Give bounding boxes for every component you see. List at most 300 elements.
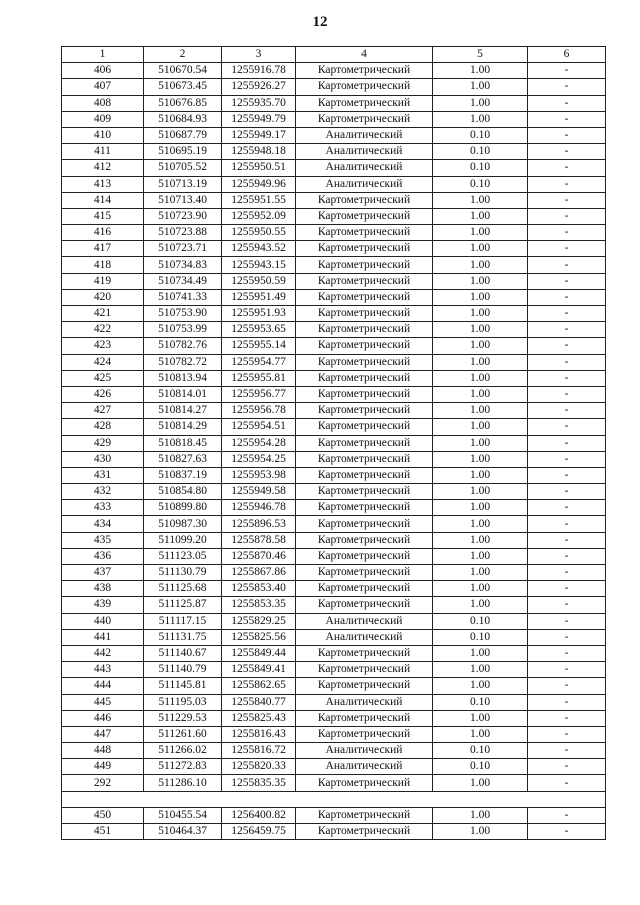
table-cell: 1.00 — [433, 403, 528, 419]
table-cell: 1.00 — [433, 565, 528, 581]
table-cell: 1255916.78 — [222, 63, 296, 79]
table-cell: Картометрический — [296, 306, 433, 322]
table-cell: 432 — [62, 484, 144, 500]
table-cell: Картометрический — [296, 532, 433, 548]
table-cell: - — [528, 532, 606, 548]
table-cell: 1255953.98 — [222, 467, 296, 483]
page-number: 12 — [312, 14, 328, 30]
table-cell: 1255829.25 — [222, 613, 296, 629]
table-cell: - — [528, 581, 606, 597]
table-cell: - — [528, 759, 606, 775]
table-cell: 421 — [62, 306, 144, 322]
table-cell: Картометрический — [296, 257, 433, 273]
table-cell: 1.00 — [433, 208, 528, 224]
table-cell: 1255849.44 — [222, 645, 296, 661]
table-row — [62, 662, 606, 678]
table-cell: - — [528, 775, 606, 791]
table-cell: Картометрический — [296, 710, 433, 726]
coordinates-table — [61, 46, 606, 840]
table-cell: Картометрический — [296, 95, 433, 111]
column-header: 2 — [144, 47, 222, 63]
table-row — [62, 370, 606, 386]
table-cell: 1.00 — [433, 241, 528, 257]
table-cell: 1255949.58 — [222, 484, 296, 500]
table-cell: 1.00 — [433, 726, 528, 742]
table-cell: Аналитический — [296, 144, 433, 160]
table-cell: 510734.83 — [144, 257, 222, 273]
table-row — [62, 532, 606, 548]
table-cell: 1255949.17 — [222, 127, 296, 143]
table-cell: 1255949.96 — [222, 176, 296, 192]
table-cell: 1.00 — [433, 824, 528, 840]
table-cell: 1.00 — [433, 289, 528, 305]
table-row — [62, 597, 606, 613]
table-cell: - — [528, 370, 606, 386]
table-cell: 1256400.82 — [222, 807, 296, 823]
table-cell: 510705.52 — [144, 160, 222, 176]
table-cell: - — [528, 807, 606, 823]
table-cell: 510814.29 — [144, 419, 222, 435]
table-cell: Аналитический — [296, 759, 433, 775]
table-cell: 511125.68 — [144, 581, 222, 597]
table-row — [62, 565, 606, 581]
table-cell: Картометрический — [296, 467, 433, 483]
table-cell: - — [528, 306, 606, 322]
table-cell: - — [528, 111, 606, 127]
table-row — [62, 775, 606, 791]
table-cell: 510827.63 — [144, 451, 222, 467]
table-cell: Картометрический — [296, 807, 433, 823]
table-cell: 1255935.70 — [222, 95, 296, 111]
table-row — [62, 613, 606, 629]
table-cell: 1255955.81 — [222, 370, 296, 386]
table-cell: Картометрический — [296, 662, 433, 678]
table-cell: - — [528, 338, 606, 354]
column-header: 1 — [62, 47, 144, 63]
table-row — [62, 95, 606, 111]
table-row — [62, 484, 606, 500]
table-cell: - — [528, 678, 606, 694]
table-row — [62, 386, 606, 402]
table-cell: 1.00 — [433, 192, 528, 208]
table-cell: 1256459.75 — [222, 824, 296, 840]
table-cell: Картометрический — [296, 645, 433, 661]
table-cell: 1255948.18 — [222, 144, 296, 160]
table-cell: 436 — [62, 548, 144, 564]
table-cell: Картометрический — [296, 63, 433, 79]
table-cell: Картометрический — [296, 548, 433, 564]
table-cell: 419 — [62, 273, 144, 289]
table-cell: 437 — [62, 565, 144, 581]
table-cell: 1255825.56 — [222, 629, 296, 645]
table-cell: 1255954.28 — [222, 435, 296, 451]
table-cell: 425 — [62, 370, 144, 386]
table-cell: - — [528, 743, 606, 759]
table-row — [62, 548, 606, 564]
table-cell: 510987.30 — [144, 516, 222, 532]
table-cell: 511286.10 — [144, 775, 222, 791]
table-cell: - — [528, 63, 606, 79]
table-cell: 445 — [62, 694, 144, 710]
table-cell: 1.00 — [433, 95, 528, 111]
table-cell: 1.00 — [433, 386, 528, 402]
table-cell: 510818.45 — [144, 435, 222, 451]
table-cell: 1.00 — [433, 516, 528, 532]
table-cell: 510684.93 — [144, 111, 222, 127]
table-row — [62, 63, 606, 79]
table-cell: Картометрический — [296, 484, 433, 500]
table-cell: Картометрический — [296, 208, 433, 224]
table-row — [62, 160, 606, 176]
table-cell: 511140.67 — [144, 645, 222, 661]
table-cell: 1.00 — [433, 354, 528, 370]
table-cell: 1.00 — [433, 645, 528, 661]
table-cell: 407 — [62, 79, 144, 95]
column-header: 6 — [528, 47, 606, 63]
table-cell: - — [528, 403, 606, 419]
table-row — [62, 419, 606, 435]
table-row — [62, 176, 606, 192]
table-cell: 510676.85 — [144, 95, 222, 111]
table-cell: 1.00 — [433, 322, 528, 338]
table-cell: - — [528, 645, 606, 661]
table-row — [62, 144, 606, 160]
table-cell: 510687.79 — [144, 127, 222, 143]
table-row — [62, 241, 606, 257]
table-cell: 0.10 — [433, 160, 528, 176]
column-header: 3 — [222, 47, 296, 63]
table-cell — [62, 791, 144, 807]
table-cell: 0.10 — [433, 127, 528, 143]
table-cell: 1255943.15 — [222, 257, 296, 273]
table-cell: 427 — [62, 403, 144, 419]
table-row — [62, 257, 606, 273]
table-cell: 426 — [62, 386, 144, 402]
table-cell: 447 — [62, 726, 144, 742]
column-header: 4 — [296, 47, 433, 63]
table-cell: Аналитический — [296, 613, 433, 629]
table-cell: - — [528, 354, 606, 370]
table-row — [62, 111, 606, 127]
table-cell: 510723.90 — [144, 208, 222, 224]
table-cell: 423 — [62, 338, 144, 354]
table-cell: 450 — [62, 807, 144, 823]
table-row — [62, 500, 606, 516]
table-cell: 424 — [62, 354, 144, 370]
table-cell: 510723.88 — [144, 225, 222, 241]
table-cell: 510723.71 — [144, 241, 222, 257]
table-row — [62, 403, 606, 419]
table-cell: 511272.83 — [144, 759, 222, 775]
table-cell: 511140.79 — [144, 662, 222, 678]
column-header: 5 — [433, 47, 528, 63]
table-cell: 1255951.93 — [222, 306, 296, 322]
table-cell: 1255956.77 — [222, 386, 296, 402]
table-cell: - — [528, 467, 606, 483]
table-cell: 1.00 — [433, 597, 528, 613]
table-cell: 1255816.72 — [222, 743, 296, 759]
table-cell: 511261.60 — [144, 726, 222, 742]
table-row — [62, 726, 606, 742]
table-cell: 1.00 — [433, 532, 528, 548]
table-cell: 0.10 — [433, 759, 528, 775]
table-cell: 1255926.27 — [222, 79, 296, 95]
table-cell: - — [528, 144, 606, 160]
table-cell: 1.00 — [433, 370, 528, 386]
table-row — [62, 807, 606, 823]
table-cell: 1255853.35 — [222, 597, 296, 613]
table-cell: 441 — [62, 629, 144, 645]
table-cell: - — [528, 257, 606, 273]
table-cell: 1.00 — [433, 338, 528, 354]
table-cell: 1255952.09 — [222, 208, 296, 224]
table-cell — [528, 791, 606, 807]
table-cell: 406 — [62, 63, 144, 79]
table-cell: 510899.80 — [144, 500, 222, 516]
table-cell: Картометрический — [296, 338, 433, 354]
table-cell: 510813.94 — [144, 370, 222, 386]
table-cell: 510673.45 — [144, 79, 222, 95]
table-cell: 510695.19 — [144, 144, 222, 160]
table-cell: Картометрический — [296, 241, 433, 257]
table-cell: 430 — [62, 451, 144, 467]
table-row — [62, 338, 606, 354]
table-cell: - — [528, 79, 606, 95]
table-cell: 0.10 — [433, 613, 528, 629]
table-cell: 510464.37 — [144, 824, 222, 840]
table-cell: 1.00 — [433, 467, 528, 483]
table-row — [62, 451, 606, 467]
table-cell: 511117.15 — [144, 613, 222, 629]
table-row — [62, 192, 606, 208]
table-row — [62, 127, 606, 143]
table-cell: 1.00 — [433, 484, 528, 500]
table-cell: - — [528, 597, 606, 613]
table-cell: 1.00 — [433, 775, 528, 791]
table-cell: 1.00 — [433, 500, 528, 516]
table-cell: 511099.20 — [144, 532, 222, 548]
table-cell: - — [528, 160, 606, 176]
table-cell: 1.00 — [433, 435, 528, 451]
table-cell: 413 — [62, 176, 144, 192]
table-cell: 1255949.79 — [222, 111, 296, 127]
table-cell: 428 — [62, 419, 144, 435]
table-row — [62, 289, 606, 305]
table-cell: 420 — [62, 289, 144, 305]
table-cell: 1255950.51 — [222, 160, 296, 176]
table-cell: 1.00 — [433, 807, 528, 823]
table-cell: 511266.02 — [144, 743, 222, 759]
table-cell: Картометрический — [296, 386, 433, 402]
table-cell: - — [528, 548, 606, 564]
table-cell: Картометрический — [296, 370, 433, 386]
table-cell: Картометрический — [296, 726, 433, 742]
table-cell: 1255956.78 — [222, 403, 296, 419]
table-cell: 510753.90 — [144, 306, 222, 322]
table-cell: Картометрический — [296, 354, 433, 370]
table-cell: 409 — [62, 111, 144, 127]
table-cell: Картометрический — [296, 192, 433, 208]
table-cell: 510753.99 — [144, 322, 222, 338]
table-cell: 510713.19 — [144, 176, 222, 192]
table-cell: 443 — [62, 662, 144, 678]
table-cell: 1255950.59 — [222, 273, 296, 289]
table-cell: 448 — [62, 743, 144, 759]
table-cell: Аналитический — [296, 694, 433, 710]
table-cell: 1255953.65 — [222, 322, 296, 338]
table-cell — [222, 791, 296, 807]
table-cell: Картометрический — [296, 273, 433, 289]
table-body — [62, 63, 606, 840]
table-cell: 1255943.52 — [222, 241, 296, 257]
table-cell: - — [528, 500, 606, 516]
table-cell: - — [528, 273, 606, 289]
table-cell: 511229.53 — [144, 710, 222, 726]
table-row — [62, 678, 606, 694]
table-cell: 0.10 — [433, 743, 528, 759]
table-cell: 410 — [62, 127, 144, 143]
table-cell: 412 — [62, 160, 144, 176]
table-cell: 1.00 — [433, 710, 528, 726]
table-row — [62, 824, 606, 840]
table-cell: 510782.76 — [144, 338, 222, 354]
table-cell: 511145.81 — [144, 678, 222, 694]
table-cell: 431 — [62, 467, 144, 483]
table-cell: 446 — [62, 710, 144, 726]
table-cell: 1255954.77 — [222, 354, 296, 370]
table-cell: 1.00 — [433, 419, 528, 435]
table-cell: 429 — [62, 435, 144, 451]
table-cell: 510455.54 — [144, 807, 222, 823]
table-cell: 1255955.14 — [222, 338, 296, 354]
table-cell: - — [528, 435, 606, 451]
table-cell: 1255954.51 — [222, 419, 296, 435]
table-cell: - — [528, 710, 606, 726]
table-cell: 0.10 — [433, 629, 528, 645]
table-cell: - — [528, 289, 606, 305]
table-cell: 418 — [62, 257, 144, 273]
table-cell: 0.10 — [433, 144, 528, 160]
table-cell: 1255840.77 — [222, 694, 296, 710]
table-cell: Картометрический — [296, 451, 433, 467]
table-cell: Картометрический — [296, 289, 433, 305]
table-cell: 411 — [62, 144, 144, 160]
table-cell: 439 — [62, 597, 144, 613]
table-row — [62, 322, 606, 338]
table-cell: Картометрический — [296, 824, 433, 840]
table-cell: - — [528, 127, 606, 143]
table-cell: - — [528, 824, 606, 840]
table-row — [62, 273, 606, 289]
table-cell: 414 — [62, 192, 144, 208]
table-cell: 1255820.33 — [222, 759, 296, 775]
table-cell: 1255862.65 — [222, 678, 296, 694]
table-cell: Картометрический — [296, 597, 433, 613]
table-cell: 510814.01 — [144, 386, 222, 402]
table-cell: 1.00 — [433, 79, 528, 95]
table-cell: - — [528, 451, 606, 467]
table-cell: - — [528, 176, 606, 192]
table-cell: - — [528, 225, 606, 241]
table-cell: 1.00 — [433, 662, 528, 678]
table-cell: 1.00 — [433, 111, 528, 127]
table-row — [62, 306, 606, 322]
table-row — [62, 694, 606, 710]
table-row — [62, 225, 606, 241]
table-cell: 438 — [62, 581, 144, 597]
table-cell: - — [528, 613, 606, 629]
table-cell: 510741.33 — [144, 289, 222, 305]
table-cell: 511125.87 — [144, 597, 222, 613]
table-cell: 510782.72 — [144, 354, 222, 370]
table-cell: Аналитический — [296, 176, 433, 192]
table-cell: Картометрический — [296, 565, 433, 581]
table-cell: - — [528, 629, 606, 645]
table-cell: Картометрический — [296, 581, 433, 597]
table-cell: Аналитический — [296, 127, 433, 143]
table-cell: 510670.54 — [144, 63, 222, 79]
table-row — [62, 467, 606, 483]
table-cell: - — [528, 565, 606, 581]
table-cell: 1255870.46 — [222, 548, 296, 564]
table-cell: 1.00 — [433, 257, 528, 273]
table-cell: Картометрический — [296, 111, 433, 127]
table-cell: Аналитический — [296, 743, 433, 759]
table-cell: 0.10 — [433, 694, 528, 710]
table-cell — [144, 791, 222, 807]
table-cell: 449 — [62, 759, 144, 775]
table-cell: Картометрический — [296, 516, 433, 532]
table-cell: 1255816.43 — [222, 726, 296, 742]
table-cell: 1.00 — [433, 678, 528, 694]
table-cell: 1.00 — [433, 273, 528, 289]
table-row — [62, 208, 606, 224]
table-cell: - — [528, 662, 606, 678]
table-row — [62, 79, 606, 95]
table-cell: - — [528, 95, 606, 111]
table-cell: 0.10 — [433, 176, 528, 192]
table-cell: 1255849.41 — [222, 662, 296, 678]
table-cell: 1255951.55 — [222, 192, 296, 208]
table-row — [62, 743, 606, 759]
table-cell — [296, 791, 433, 807]
table-cell: 1255853.40 — [222, 581, 296, 597]
table-cell: 1.00 — [433, 306, 528, 322]
table-cell: Картометрический — [296, 403, 433, 419]
table-cell: - — [528, 386, 606, 402]
table-cell: Картометрический — [296, 678, 433, 694]
table-header-row — [62, 47, 606, 63]
table-cell: 510713.40 — [144, 192, 222, 208]
table-cell — [433, 791, 528, 807]
table-cell: 510814.27 — [144, 403, 222, 419]
table-cell: 1255867.86 — [222, 565, 296, 581]
table-cell: - — [528, 516, 606, 532]
table-cell: Картометрический — [296, 500, 433, 516]
table-cell: Картометрический — [296, 79, 433, 95]
table-cell: - — [528, 241, 606, 257]
table-cell: 435 — [62, 532, 144, 548]
table-cell: Картометрический — [296, 775, 433, 791]
table-cell: 444 — [62, 678, 144, 694]
table-row — [62, 354, 606, 370]
table-row — [62, 759, 606, 775]
table-cell: 1255950.55 — [222, 225, 296, 241]
table-cell: - — [528, 694, 606, 710]
table-cell: 417 — [62, 241, 144, 257]
table-row — [62, 710, 606, 726]
table-cell: 510734.49 — [144, 273, 222, 289]
